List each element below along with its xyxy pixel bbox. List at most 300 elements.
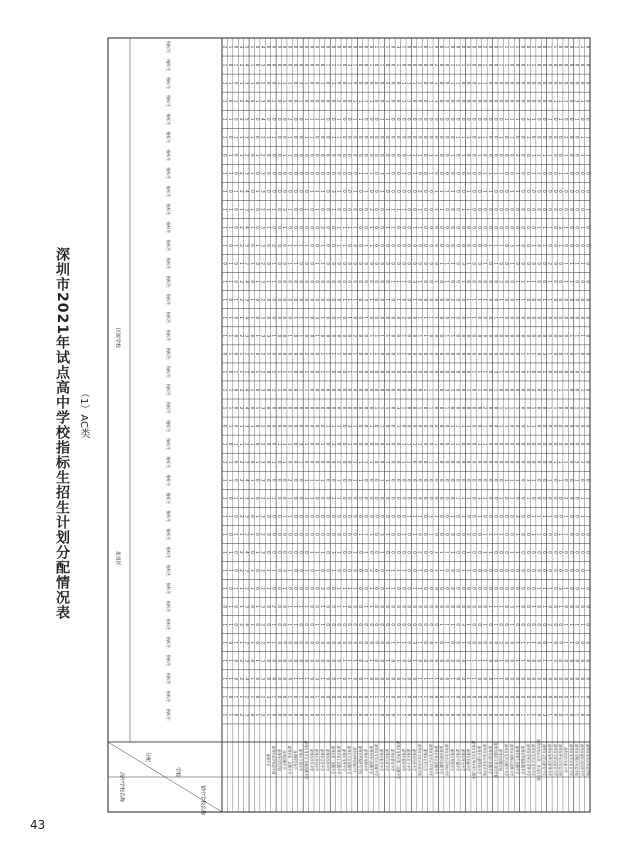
table-cell: 0 [325,136,331,139]
table-cell: 0 [509,280,515,283]
table-cell: 1 [509,117,515,121]
summary-cell: 1 [228,569,234,572]
table-cell: 0 [498,442,504,446]
table-cell: 0 [428,208,434,211]
table-cell: 1 [514,45,520,49]
table-cell: 1 [585,515,591,518]
table-cell: 0 [444,226,450,229]
table-cell: 0 [385,497,391,500]
table-cell: 0 [569,63,575,67]
table-cell: 0 [514,677,520,681]
table-cell: 1 [363,99,369,103]
table-cell: 1 [395,352,401,356]
table-cell: 0 [401,515,407,518]
summary-cell: 4 [244,388,250,392]
table-cell: 0 [504,334,510,338]
summary-cell: 4 [244,316,250,320]
summary-cell: 1 [249,623,255,626]
table-cell: 1 [336,497,342,500]
table-cell: 0 [444,460,450,464]
table-cell: 0 [482,388,488,392]
table-cell: 0 [531,316,537,320]
table-cell: 3 [460,623,466,626]
table-cell: 0 [347,172,353,175]
summary-cell: 4 [244,226,250,229]
table-cell: 0 [525,298,531,302]
table-cell: 1 [563,641,569,644]
table-cell: 0 [320,208,326,211]
table-cell: 0 [412,370,418,374]
table-cell: 0 [330,280,336,283]
table-cell: 0 [536,695,542,699]
table-cell: 0 [325,623,331,626]
table-cell: 0 [368,515,374,518]
table-cell: 0 [276,497,282,500]
table-cell: 0 [379,81,385,85]
summary-cell: 3 [260,388,266,392]
table-cell: 0 [460,406,466,410]
table-cell: 2 [385,81,391,85]
table-cell: 0 [504,713,510,717]
table-cell: 0 [460,99,466,103]
table-cell: 0 [417,533,423,536]
table-cell: 1 [314,262,320,265]
table-cell: 0 [266,172,271,175]
table-cell: 0 [498,569,504,572]
summary-cell: 1 [238,641,244,644]
table-cell: 0 [579,244,585,247]
table-cell: 0 [493,334,499,338]
table-cell: 0 [401,262,407,265]
table-cell: 1 [395,659,401,663]
table-cell: 1 [379,63,385,67]
table-cell: 0 [325,659,331,663]
table-cell: 3 [363,298,369,302]
table-cell: 0 [493,713,499,717]
table-cell: 0 [363,63,369,67]
summary-cell: 1 [228,172,234,175]
summary-cell: 0 [228,587,234,590]
table-cell: 0 [455,99,461,103]
table-cell: 1 [444,695,450,699]
table-cell: 0 [547,569,553,572]
table-cell: 1 [314,208,320,211]
table-cell: 0 [385,244,391,247]
table-cell: 1 [547,641,553,644]
table-cell: 0 [509,370,515,374]
table-cell: 0 [352,515,358,518]
table-cell: 0 [585,623,591,626]
table-cell: 0 [314,154,320,157]
summary-cell: 0 [228,370,234,374]
table-cell: 0 [493,352,499,356]
summary-cell: 1 [222,136,228,139]
table-cell: 1 [368,659,374,663]
column-header: 指标生 [166,510,171,523]
table-cell: 1 [390,641,396,644]
table-cell: 0 [444,515,450,518]
school-name: 深圳市新安中学 [390,748,395,772]
table-cell: 1 [282,442,288,446]
table-cell: 0 [552,208,558,211]
summary-cell: 3 [260,334,266,338]
table-cell: 0 [293,695,299,699]
table-cell: 0 [401,117,407,121]
table-cell: 0 [309,695,315,699]
summary-cell: 0 [255,388,261,392]
table-cell: 0 [520,172,526,175]
table-cell: 0 [406,45,412,49]
table-cell: 0 [379,262,385,265]
table-cell: 0 [520,63,526,67]
table-cell: 0 [287,63,293,67]
table-cell: 0 [520,244,526,247]
school-name: 深圳市松岗中学 [379,748,384,772]
table-cell: 1 [406,154,412,157]
table-cell: 0 [520,334,526,338]
table-cell: 0 [439,641,445,644]
table-cell: 0 [390,659,396,663]
table-cell: 1 [547,587,553,590]
table-cell: 1 [417,569,423,572]
table-cell: 0 [390,154,396,157]
summary-cell: 2 [238,569,244,572]
table-cell: 0 [336,515,342,518]
table-cell: 0 [574,533,580,536]
table-cell: 0 [536,406,542,410]
table-cell: 0 [417,244,423,247]
table-cell: 0 [422,551,428,554]
table-cell: 0 [428,190,434,193]
table-cell: 1 [552,99,558,103]
table-cell: 0 [336,623,342,626]
table-cell: 0 [352,172,358,175]
table-cell: 0 [525,334,531,338]
table-cell: 0 [466,117,472,121]
table-cell: 0 [525,695,531,699]
table-cell: 0 [455,190,461,193]
table-cell: 0 [293,63,299,67]
table-cell: 1 [320,442,326,446]
table-cell: 1 [536,533,542,536]
table-cell: 0 [536,460,542,464]
table-cell: 0 [471,515,477,518]
table-cell: 1 [298,334,304,338]
table-cell: 0 [336,695,342,699]
table-cell: 1 [271,460,277,464]
table-cell: 0 [358,497,363,500]
table-cell: 0 [428,226,434,229]
table-cell: 0 [552,280,558,283]
summary-cell: 3 [260,63,266,67]
table-cell: 0 [374,244,380,247]
table-cell: 0 [352,316,358,320]
table-cell: 0 [514,713,520,717]
table-cell: 0 [412,190,418,193]
table-cell: 0 [439,406,445,410]
table-cell: 1 [558,478,564,482]
table-cell: 0 [536,136,542,139]
table-cell: 1 [271,695,277,699]
table-cell: 0 [276,117,282,121]
table-cell: 0 [487,478,493,482]
table-cell: 0 [552,623,558,626]
table-cell: 1 [271,641,277,644]
table-cell: 0 [330,533,336,536]
table-cell: 0 [493,659,499,663]
table-cell: 0 [520,136,526,139]
table-cell: 1 [379,695,385,699]
summary-cell: 1 [222,677,228,681]
summary-cell: 1 [222,370,228,374]
table-cell: 0 [379,605,385,608]
table-cell: 0 [379,641,385,644]
table-cell: 1 [558,99,564,103]
table-cell: 0 [347,605,353,608]
table-cell: 0 [293,190,299,193]
table-cell: 0 [450,713,455,717]
table-cell: 1 [574,352,580,356]
table-cell: 0 [487,81,493,85]
table-cell: 0 [330,641,336,644]
table-cell: 0 [287,352,293,356]
table-cell: 0 [325,406,331,410]
table-cell: 0 [341,99,347,103]
table-cell: 0 [276,695,282,699]
table-cell: 1 [525,63,531,67]
table-cell: 3 [266,334,271,338]
table-cell: 1 [271,334,277,338]
summary-cell: 1 [238,442,244,446]
table-cell: 1 [336,117,342,121]
table-cell: 0 [314,587,320,590]
table-cell: 0 [303,280,309,283]
table-cell: 0 [341,81,347,85]
table-cell: 0 [282,497,288,500]
table-cell: 0 [569,190,575,193]
table-cell: 0 [552,713,558,717]
table-cell: 1 [347,587,353,590]
table-cell: 0 [330,406,336,410]
table-cell: 0 [390,352,396,356]
table-cell: 0 [325,298,331,302]
table-cell: 1 [320,478,326,482]
school-name: 深圳市第三高级中学 [330,745,335,775]
table-cell: 0 [487,117,493,121]
table-cell: 0 [412,63,418,67]
table-cell: 0 [293,226,299,229]
table-cell: 1 [531,406,537,410]
table-cell: 0 [439,497,445,500]
table-cell: 1 [412,659,418,663]
column-header: 指标生 [166,492,171,505]
summary-cell: 1 [222,388,228,392]
table-cell: 0 [439,316,445,320]
table-cell: 0 [455,713,461,717]
table-cell: 0 [493,641,499,644]
table-cell: 0 [347,352,353,356]
table-cell: 1 [450,262,455,265]
table-cell: 0 [363,442,369,446]
table-cell: 0 [439,226,445,229]
table-cell: 0 [330,695,336,699]
table-cell: 0 [552,587,558,590]
table-cell: 0 [276,208,282,211]
table-cell: 0 [282,352,288,356]
table-cell: 0 [455,244,461,247]
table-cell: 0 [574,388,580,392]
table-cell: 0 [298,370,304,374]
table-cell: 1 [363,172,369,175]
table-cell: 0 [406,424,412,428]
table-cell: 0 [320,641,326,644]
table-cell: 0 [536,659,542,663]
table-cell: 0 [401,623,407,626]
table-cell: 0 [466,244,472,247]
table-cell: 1 [298,388,304,392]
table-cell: 0 [531,695,537,699]
summary-cell: 3 [260,172,266,175]
summary-cell: 3 [260,623,266,626]
summary-cell: 0 [222,262,228,265]
table-cell: 0 [412,244,418,247]
table-cell: 0 [379,370,385,374]
table-cell: 0 [514,352,520,356]
table-cell: 1 [466,569,472,572]
column-header: 指标生 [166,293,171,306]
summary-cell: 1 [222,533,228,536]
table-cell: 0 [282,262,288,265]
table-cell: 0 [579,677,585,681]
table-cell: 0 [504,172,510,175]
table-cell: 0 [358,136,363,139]
table-cell: 0 [330,460,336,464]
table-cell: 0 [341,172,347,175]
table-cell: 0 [341,551,347,554]
table-cell: 0 [514,99,520,103]
table-cell: 0 [303,460,309,464]
table-cell: 1 [363,316,369,320]
table-cell: 0 [330,370,336,374]
table-cell: 0 [422,352,428,356]
table-cell: 0 [504,677,510,681]
summary-cell: 0 [255,262,261,265]
table-cell: 0 [276,136,282,139]
table-cell: 0 [504,99,510,103]
table-cell: 0 [460,190,466,193]
table-cell: 0 [320,63,326,67]
table-cell: 0 [536,478,542,482]
table-cell: 0 [439,81,445,85]
table-cell: 0 [417,713,423,717]
table-cell: 1 [314,695,320,699]
table-cell: 0 [574,569,580,572]
table-cell: 1 [287,154,293,157]
table-cell: 1 [487,533,493,536]
table-cell: 0 [385,352,391,356]
summary-cell: 0 [233,154,239,157]
table-cell: 0 [439,370,445,374]
summary-cell: 1 [249,63,255,67]
table-cell: 0 [504,136,510,139]
table-cell: 0 [298,208,304,211]
table-cell: 0 [569,460,575,464]
table-cell: 0 [422,280,428,283]
table-cell: 0 [509,460,515,464]
table-cell: 1 [282,460,288,464]
table-cell: 0 [450,117,455,121]
table-cell: 0 [525,226,531,229]
table-cell: 0 [552,81,558,85]
table-cell: 1 [347,370,353,374]
table-cell: 0 [569,208,575,211]
table-cell: 0 [266,81,271,85]
table-cell: 0 [531,587,537,590]
table-cell: 0 [358,551,363,554]
table-cell: 1 [385,406,391,410]
summary-cell: 1 [255,551,261,554]
table-cell: 0 [531,262,537,265]
table-cell: 0 [385,63,391,67]
table-cell: 0 [547,605,553,608]
table-cell: 0 [282,641,288,644]
table-cell: 1 [471,677,477,681]
table-cell: 0 [341,117,347,121]
summary-cell: 1 [222,713,228,717]
school-name: 深圳市龙岗区龙岗中学 [531,744,536,776]
table-cell: 1 [336,190,342,193]
school-name: 深圳市光明中学 [363,748,368,772]
table-cell: 0 [552,352,558,356]
table-cell: 1 [401,45,407,49]
table-cell: 0 [428,280,434,283]
table-cell: 1 [509,136,515,139]
column-header: 指标生 [166,438,171,451]
summary-cell: 3 [244,713,250,717]
table-cell: 0 [271,406,277,410]
table-cell: 0 [358,208,363,211]
table-cell: 0 [558,280,564,283]
table-cell: 0 [406,713,412,717]
summary-cell: 0 [233,117,239,121]
table-cell: 0 [336,406,342,410]
summary-cell: 2 [260,442,266,446]
table-cell: 1 [487,551,493,554]
table-cell: 0 [352,533,358,536]
table-cell: 0 [390,117,396,121]
table-cell: 1 [450,81,455,85]
table-cell: 0 [395,226,401,229]
summary-cell: 0 [233,551,239,554]
table-cell: 1 [504,63,510,67]
table-cell: 0 [374,677,380,681]
table-cell: 0 [352,623,358,626]
summary-cell: 1 [238,497,244,500]
table-cell: 0 [574,280,580,283]
table-cell: 1 [428,533,434,536]
table-cell: 1 [482,298,488,302]
table-cell: 0 [266,99,271,103]
table-cell: 0 [558,406,564,410]
summary-cell: 3 [244,497,250,500]
table-cell: 0 [276,515,282,518]
table-cell: 1 [293,316,299,320]
column-header: 指标生 [166,690,171,703]
table-cell: 0 [287,316,293,320]
table-cell: 0 [585,442,591,446]
table-cell: 0 [330,659,336,663]
table-cell: 0 [422,117,428,121]
